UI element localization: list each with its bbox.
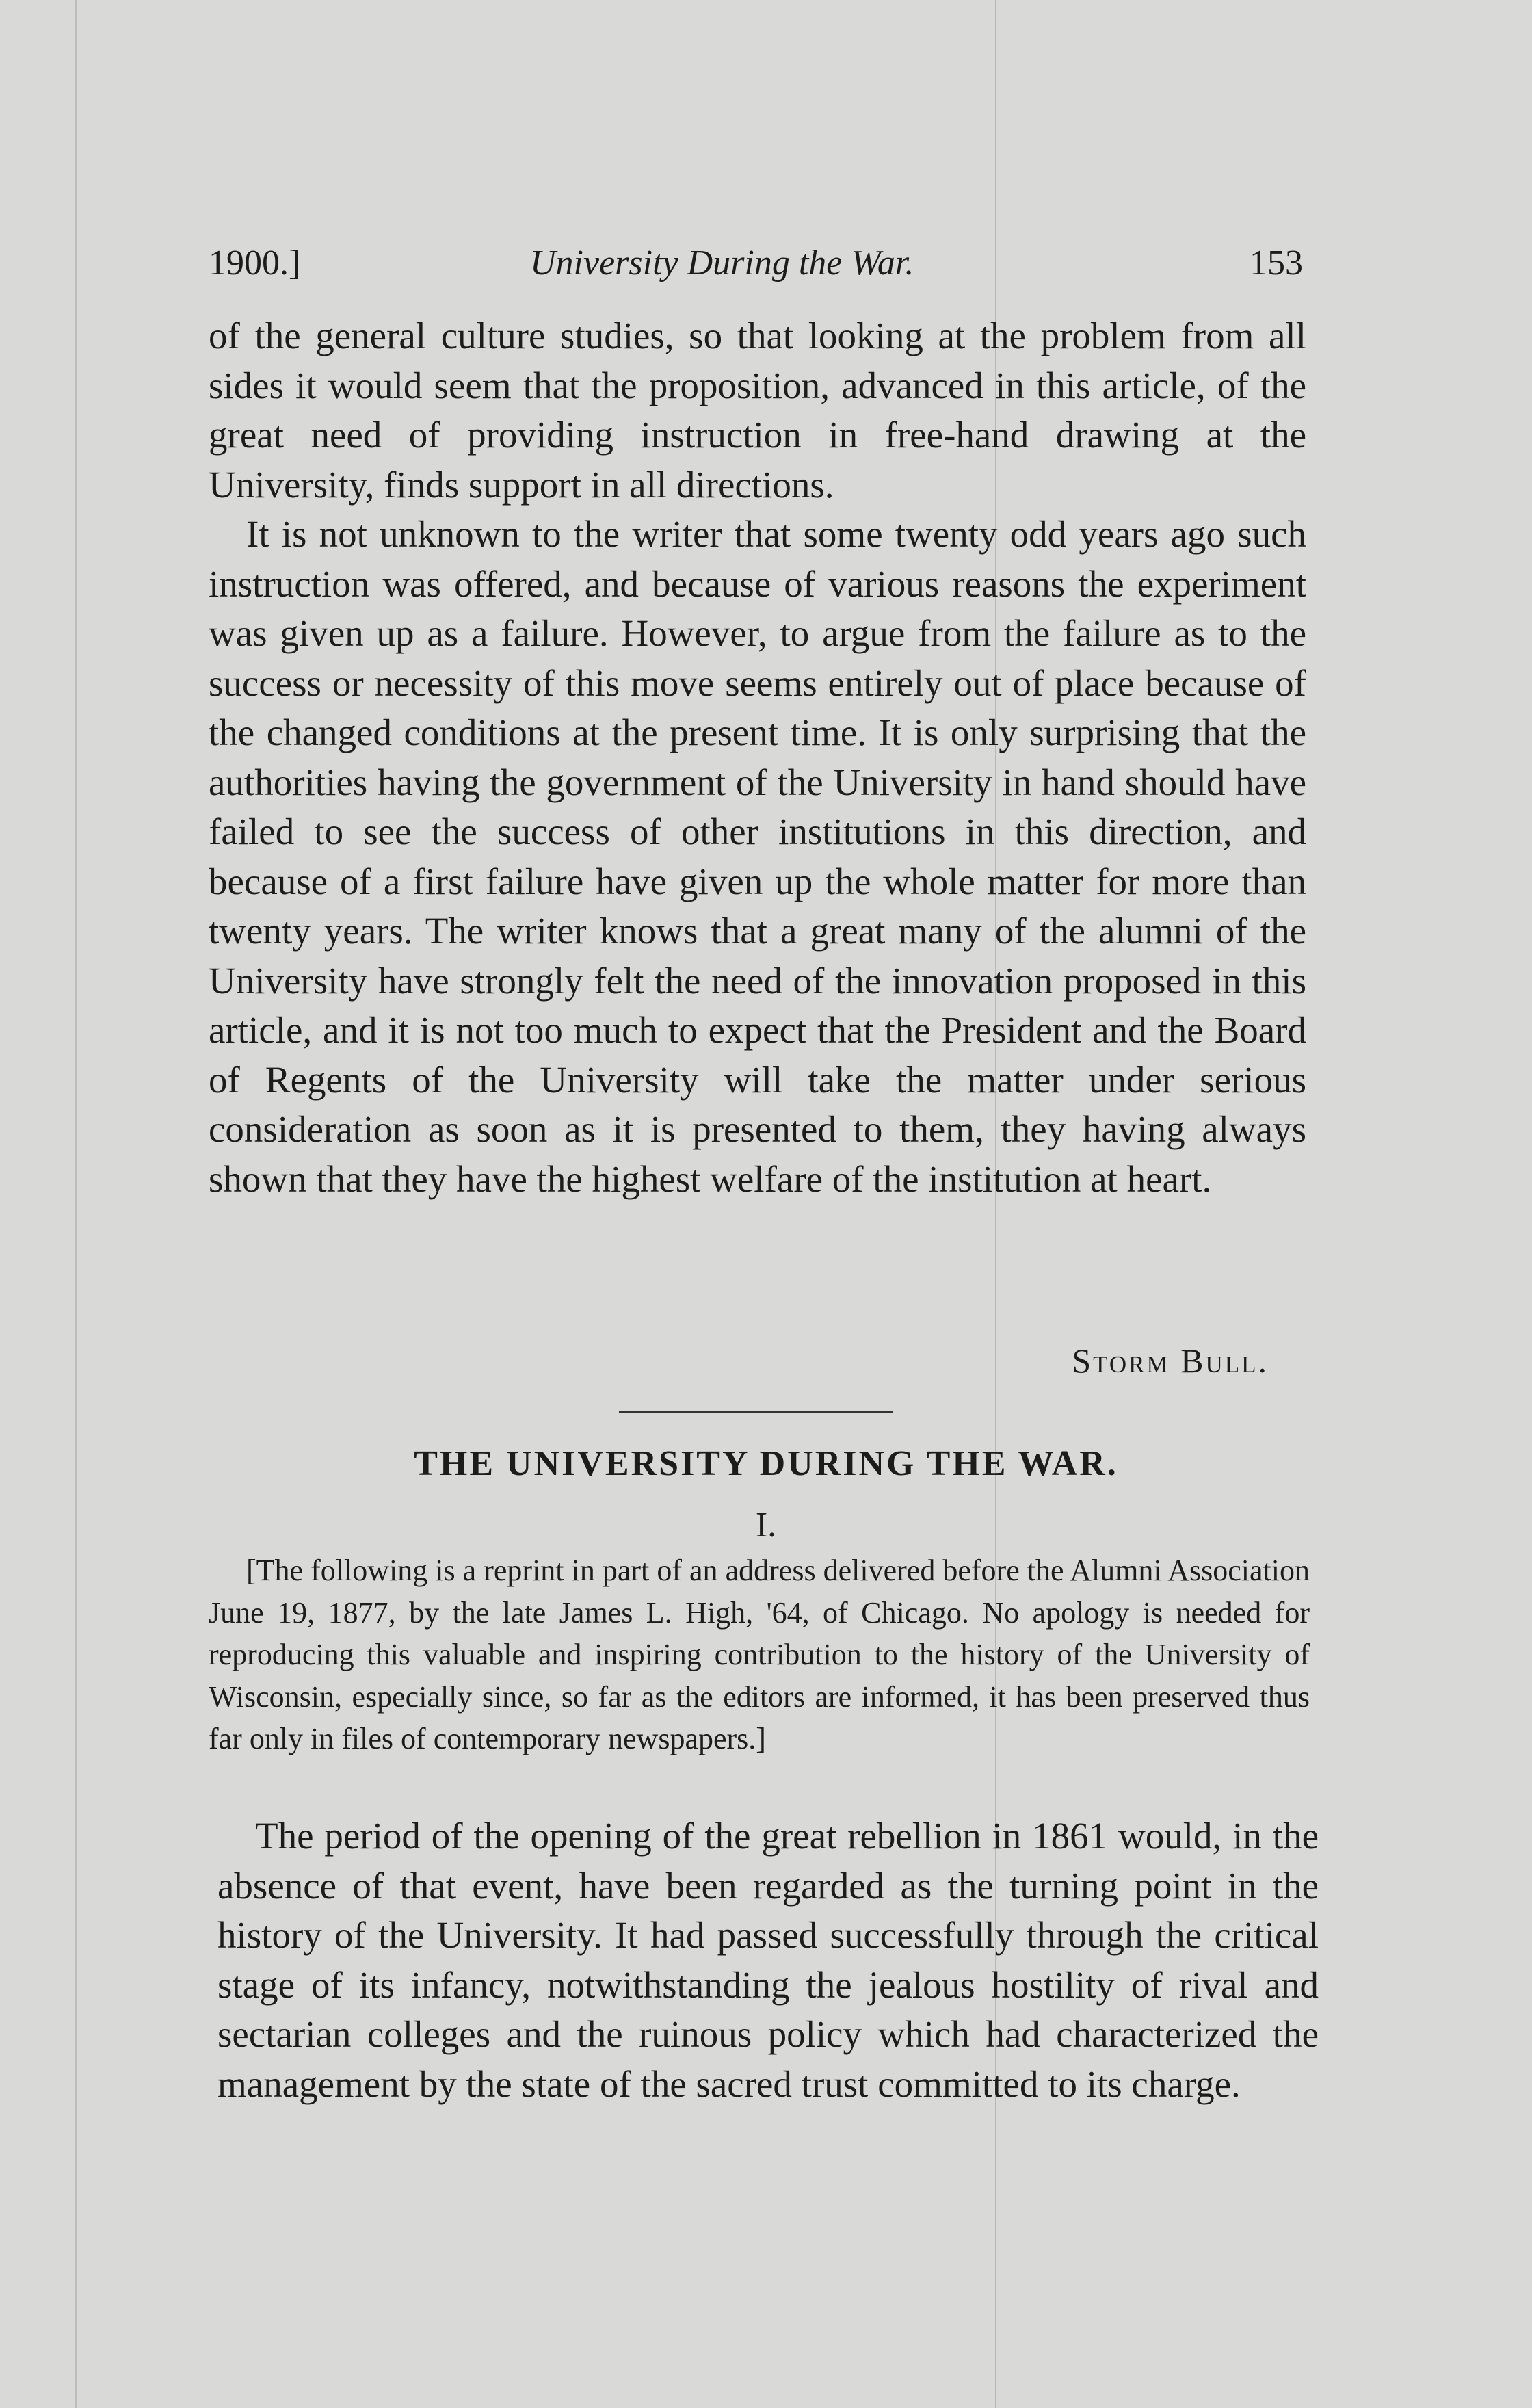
page-number: 153 <box>1250 244 1303 283</box>
paragraph: of the general culture studies, so that looking at the problem from all sides it would seem that the proposition, advanced in this article, of the great need of providing instruction in free-hand drawing at the University, finds support in all directions. <box>209 315 1306 506</box>
header-year: 1900.] <box>209 244 301 283</box>
paragraph: It is not unknown to the writer that some twenty odd years ago such instruction was offered, and because of various reasons the experiment was given up as a failure. However, to argue from the failure as to the success or necessity of this move seems entirely out of place because of the changed conditions at the present time. It is only surprising that the authorities having the government of the University in hand should have failed to see the success of other institutions in this direction, and because of a first failure have given up the whole matter for more than twenty years. The writer knows that a great many of the alumni of the University have strongly felt the need of the innovation proposed in this article, and it is not too much to expect that the President and the Board of Regents of the University will take the matter under serious consideration as soon as it is presented to them, they having always shown that they have the highest welfare of the institution at heart. <box>209 513 1306 1200</box>
page-edge <box>75 0 77 2408</box>
header-title: University During the War. <box>530 244 914 283</box>
article-body-continued <box>209 311 1306 1204</box>
section-divider <box>619 1411 893 1413</box>
running-header <box>209 243 1303 291</box>
editor-note: [The following is a reprint in part of an address delivered before the Alumni Association June 19, 1877, by the late James L. High, '64, of Chicago. No apology is needed for reproducing this valuable and inspiring contribution to the history of the University of Wisconsin, especially since, so far as the editors are informed, it has been preserved thus far only in files of contemporary newspapers.] <box>209 1554 1310 1755</box>
section-number: I. <box>755 1506 777 1545</box>
paragraph: The period of the opening of the great rebellion in 1861 would, in the absence of that event, have been regarded as the turning point in the history of the University. It had passed successfully through the critical stage of its infancy, notwithstanding the jealous hostility of rival and sectarian colleges and the ruinous policy which had characterized the management by the state of the sacred trust committed to its charge. <box>217 1815 1319 2105</box>
article-title: THE UNIVERSITY DURING THE WAR. <box>414 1444 1118 1483</box>
author-signature: Storm Bull. <box>1072 1342 1269 1380</box>
